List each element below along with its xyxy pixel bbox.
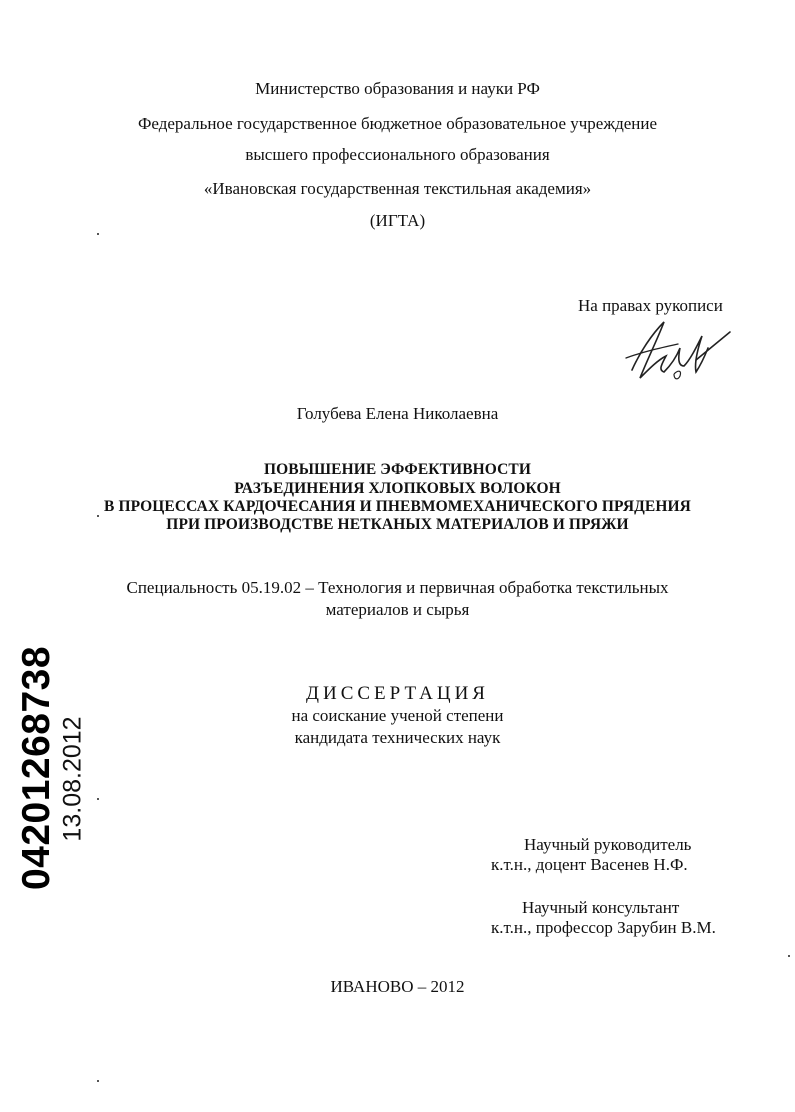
signature-icon bbox=[618, 312, 738, 387]
degree-word: ДИССЕРТАЦИЯ bbox=[306, 683, 489, 704]
scan-speck bbox=[97, 233, 99, 235]
degree-line-1: на соискание ученой степени bbox=[291, 706, 504, 725]
ministry-line: Министерство образования и науки РФ bbox=[255, 79, 540, 98]
institution-line-1: Федеральное государственное бюджетное образовательное учреждение bbox=[137, 114, 658, 133]
degree-line-2: кандидата технических наук bbox=[294, 728, 501, 747]
title-line-2: РАЗЪЕДИНЕНИЯ ХЛОПКОВЫХ ВОЛОКОН bbox=[234, 480, 561, 497]
title-line-3: В ПРОЦЕССАХ КАРДОЧЕСАНИЯ И ПНЕВМОМЕХАНИЧЕСКОГО ПРЯДЕНИЯ bbox=[104, 498, 691, 515]
consultant-role: Научный консультант bbox=[522, 898, 680, 917]
library-stamp-date: 13.08.2012 bbox=[58, 716, 87, 842]
specialty-line-1: Специальность 05.19.02 – Технология и первичная обработка текстильных bbox=[126, 578, 669, 597]
rights-note: На правах рукописи bbox=[578, 296, 723, 315]
consultant-name: к.т.н., профессор Зарубин В.М. bbox=[491, 918, 716, 937]
supervisor-name: к.т.н., доцент Васенев Н.Ф. bbox=[491, 855, 688, 874]
title-line-4: ПРИ ПРОИЗВОДСТВЕ НЕТКАНЫХ МАТЕРИАЛОВ И ПРЯЖИ bbox=[166, 516, 629, 533]
library-stamp-number: 04201268738 bbox=[15, 645, 58, 891]
specialty-line-2: материалов и сырья bbox=[325, 600, 470, 619]
academy-abbreviation: (ИГТА) bbox=[369, 211, 426, 230]
scan-speck bbox=[788, 955, 790, 957]
title-line-1: ПОВЫШЕНИЕ ЭФФЕКТИВНОСТИ bbox=[263, 461, 532, 478]
scan-speck bbox=[97, 798, 99, 800]
supervisor-role: Научный руководитель bbox=[524, 835, 692, 854]
city-year: ИВАНОВО – 2012 bbox=[330, 977, 465, 996]
scan-speck bbox=[97, 515, 99, 517]
academy-name: «Ивановская государственная текстильная академия» bbox=[203, 179, 592, 198]
institution-line-2: высшего профессионального образования bbox=[245, 145, 550, 164]
author-name: Голубева Елена Николаевна bbox=[296, 404, 499, 423]
scan-speck bbox=[97, 1080, 99, 1082]
